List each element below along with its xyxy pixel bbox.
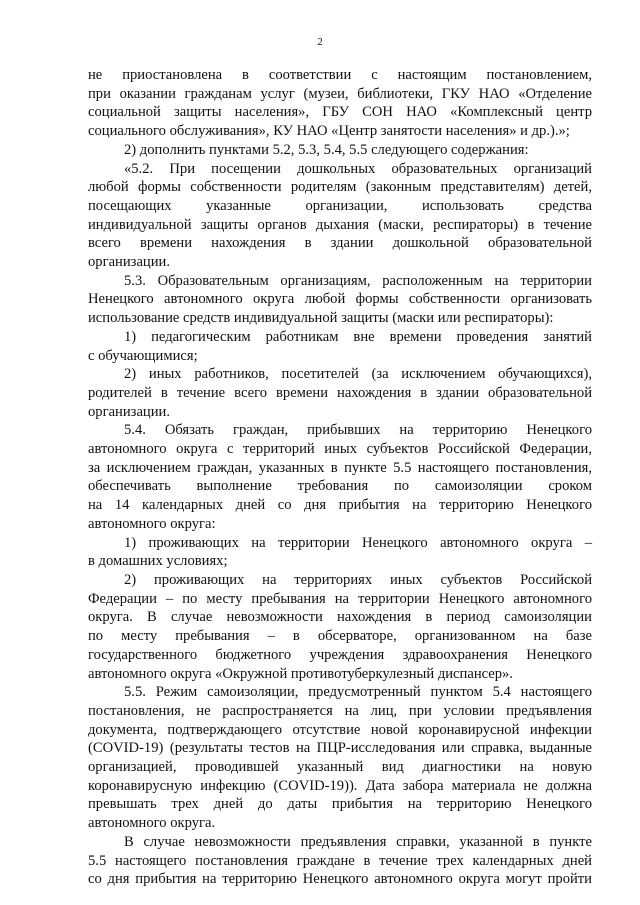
text-line: (COVID-19) (результаты тестов на ПЦР-исследования или справка, выданные [88,740,592,757]
text-line: посещающих указанные организации, использовать средства [88,197,592,214]
paragraph [88,160,592,272]
text-line: 2) дополнить пунктами 5.2, 5.3, 5.4, 5.5 следующего содержания: [124,141,529,158]
paragraph [88,272,592,328]
paragraph [88,365,592,421]
paragraph [88,328,592,365]
text-line: всего времени нахождения в здании дошкольной образовательной [88,235,592,252]
paragraph [88,141,592,160]
text-line: коронавирусную инфекцию (COVID-19)). Дата забора материала не должна [88,777,592,794]
text-line: 1) проживающих на территории Ненецкого автономного округа – [124,534,592,551]
text-line: 2) иных работников, посетителей (за исключением обучающихся), [124,366,592,383]
text-line: автономного округа. [88,815,216,832]
document-body [88,66,592,889]
page-number: 2 [317,36,323,48]
paragraph [88,534,592,571]
text-line: при оказании гражданам услуг (музеи, библиотеки, ГКУ НАО «Отделение [88,85,592,102]
text-line: социального обслуживания», КУ НАО «Центр занятости населения» и др.).»; [88,123,570,140]
paragraph [88,833,592,889]
text-line: государственного бюджетного учреждения здравоохранения Ненецкого [88,646,592,663]
text-line: документа, подтверждающего отсутствие новой коронавирусной инфекции [88,721,592,738]
text-line: использование средств индивидуальной защиты (маски или респираторы): [88,310,554,327]
text-line: за исключением граждан, указанных в пункте 5.5 настоящего постановления, [88,459,592,476]
text-line: В случае невозможности предъявления справки, указанной в пункте [124,833,592,850]
text-line: «5.2. При посещении дошкольных образовательных организаций [124,160,592,177]
text-line: Ненецкого автономного округа любой формы собственности организовать [88,291,592,308]
paragraph [88,683,592,833]
text-line: индивидуальной защиты органов дыхания (маски, респираторы) в течение [88,216,592,233]
text-line: округа. В случае невозможности нахождения в период самоизоляции [88,609,592,626]
text-line: 1) педагогическим работникам вне времени проведения занятий [124,328,592,345]
text-line: превышать трех дней до даты прибытия на территорию Ненецкого [88,796,592,813]
text-line: 5.5 настоящего постановления граждане в течение трех календарных дней [88,852,592,869]
text-line: на 14 календарных дней со дня прибытия на территорию Ненецкого [88,497,592,514]
text-line: Федерации – по месту пребывания на территории Ненецкого автономного [88,590,592,607]
text-line: 5.4. Обязать граждан, прибывших на территорию Ненецкого [124,422,592,439]
text-line: организации. [88,254,170,271]
text-line: со дня прибытия на территорию Ненецкого автономного округа могут пройти [88,871,592,888]
text-line: обеспечивать выполнение требования по самоизоляции сроком [88,478,592,495]
text-line: постановления, не распространяется на лиц, при условии предъявления [88,702,592,719]
text-line: 2) проживающих на территориях иных субъектов Российской [124,571,592,588]
text-line: не приостановлена в соответствии с настоящим постановлением, [88,67,592,83]
text-line: автономного округа с территорий иных субъектов Российской Федерации, [88,441,592,458]
text-line: социальной защиты населения», ГБУ СОН НАО «Комплексный центр [88,104,592,121]
paragraph [88,66,592,141]
text-line: родителей в течение всего времени нахождения в здании образовательной [88,384,592,401]
text-line: 5.3. Образовательным организациям, расположенным на территории [124,272,592,289]
paragraph [88,421,592,533]
text-line: автономного округа «Окружной противотуберкулезный диспансер». [88,665,513,682]
text-line: организацией, проводившей указанный вид диагностики на новую [88,759,592,776]
text-line: автономного округа: [88,515,216,532]
text-line: организации. [88,403,170,420]
text-line: в домашних условиях; [88,553,228,570]
text-line: любой формы собственности родителям (законным представителям) детей, [88,179,592,196]
paragraph [88,571,592,683]
text-line: с обучающимися; [88,347,198,364]
text-line: 5.5. Режим самоизоляции, предусмотренный пунктом 5.4 настоящего [124,684,592,701]
text-line: по месту пребывания – в обсерваторе, организованном на базе [88,628,592,645]
